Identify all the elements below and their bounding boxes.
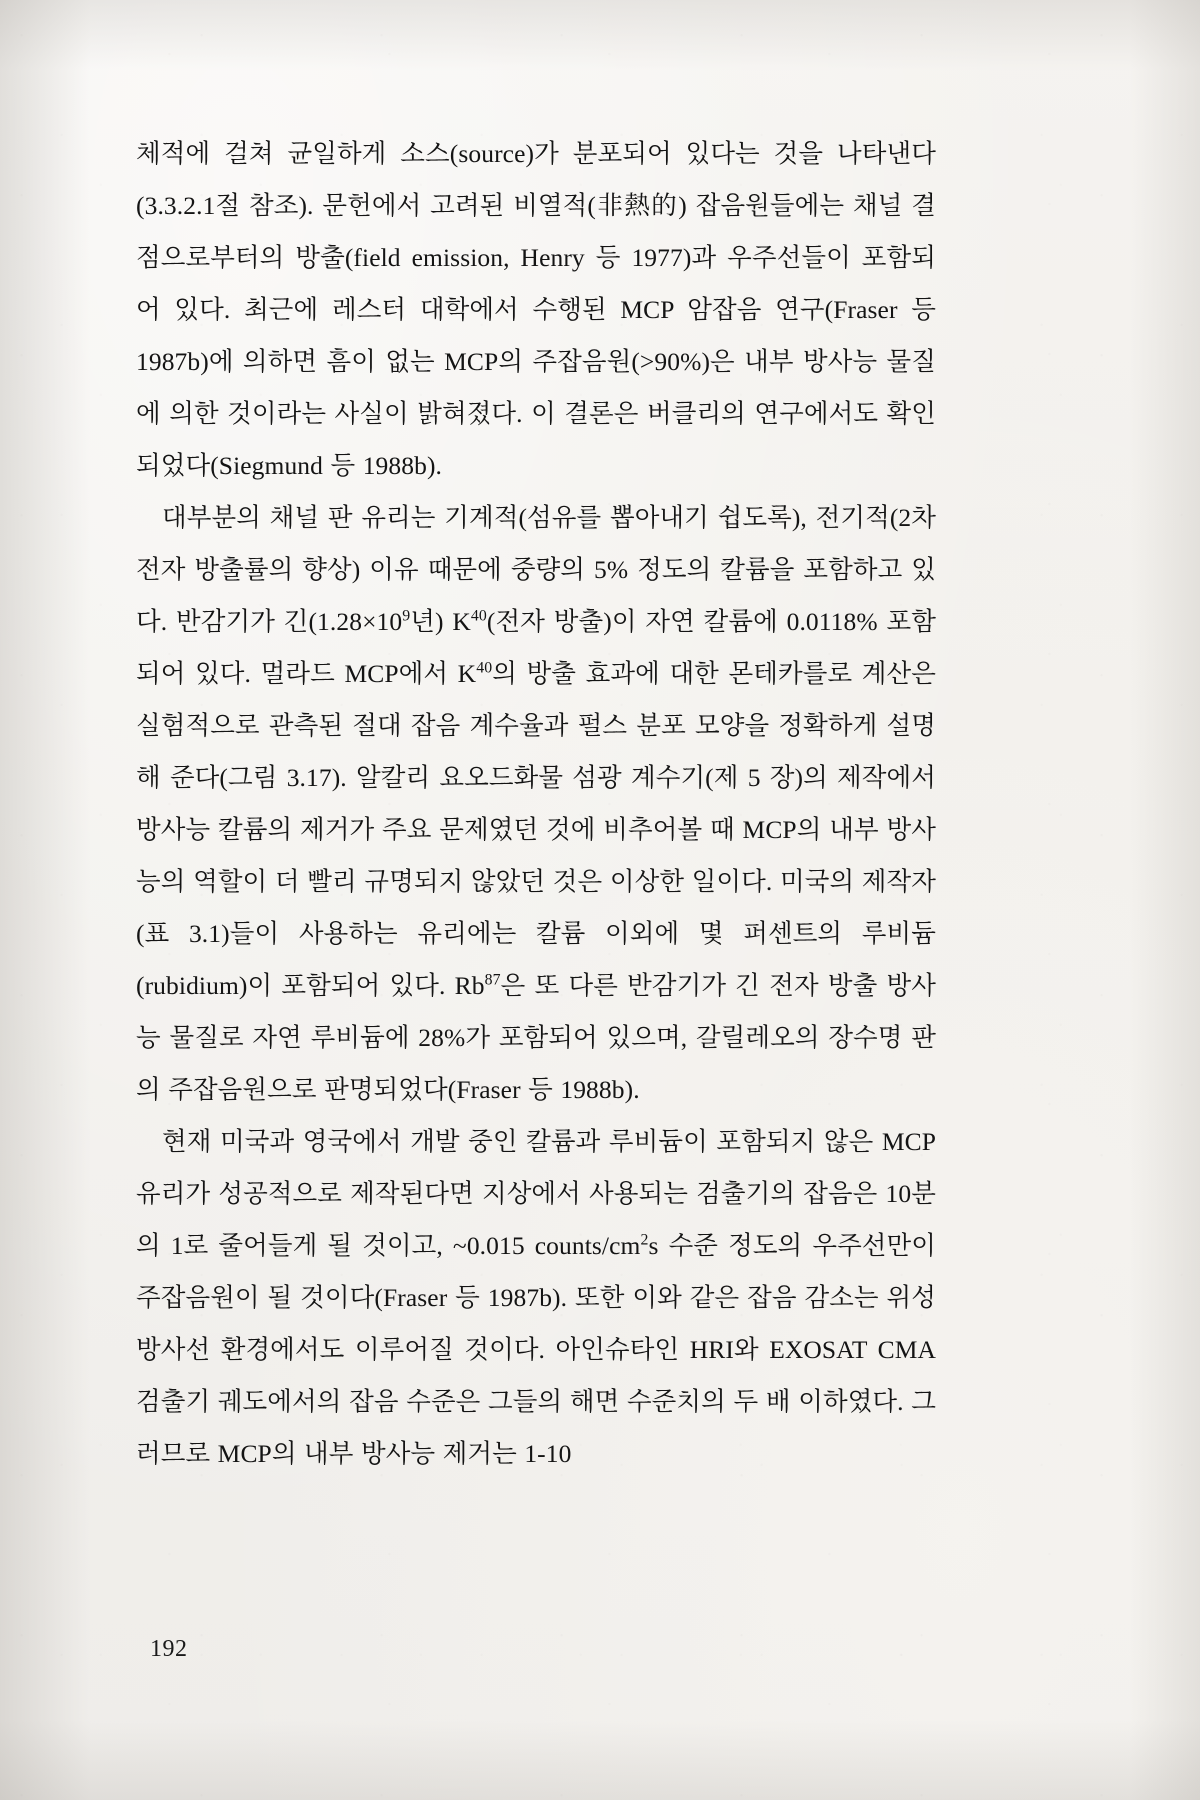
body-text-block xyxy=(136,128,936,1480)
page-edge-shading-right xyxy=(1130,0,1200,1800)
page-number: 192 xyxy=(150,1636,188,1662)
paragraph-3: 현재 미국과 영국에서 개발 중인 칼륨과 루비듐이 포함되지 않은 MCP 유리가 성공적으로 제작된다면 지상에서 사용되는 검출기의 잡음은 10분의 1로 줄어들게 될 것이고, ~0.015 counts/$cm^2s$ 수준 정도의 우주선만이 주잡음원이 될 것이다(Fraser 등 1987b). 또한 이와 같은 잡음 감소는 위성 방사선 환경에서도 이루어질 것이다. 아인슈타인 HRI와 EXOSAT CMA 검출기 궤도에서의 잡음 수준은 그들의 해면 수준치의 두 배 이하였다. 그러므로 MCP의 내부 방사능 제거는 1-10 xyxy=(136,1127,937,1468)
page-edge-shading-bottom xyxy=(0,1720,1200,1800)
page-edge-shading-left xyxy=(0,0,90,1800)
page-edge-shading-top xyxy=(0,0,1200,70)
paragraph-2: 대부분의 채널 판 유리는 기계적(섬유를 뽑아내기 쉽도록), 전기적(2차 전자 방출률의 향상) 이유 때문에 중량의 5% 정도의 칼륨을 포함하고 있다. 반감기가 긴($1.28\times 10^9$년) $K^{40}$(전자 방출)이 자연 칼륨에 0.0118% 포함되어 있다. 멀라드 MCP에서 $K^{40}$의 방출 효과에 대한 몬테카를로 계산은 실험적으로 관측된 절대 잡음 계수율과 펄스 분포 모양을 정확하게 설명해 준다(그림 3.17). 알칼리 요오드화물 섬광 계수기(제 5 장)의 제작에서 방사능 칼륨의 제거가 주요 문제였던 것에 비추어볼 때 MCP의 내부 방사능의 역할이 더 빨리 규명되지 않았던 것은 이상한 일이다. 미국의 제작자(표 3.1)들이 사용하는 유리에는 칼륨 이외에 몇 퍼센트의 루비듐(rubidium)이 포함되어 있다. Rb$^{87}$은 또 다른 반감기가 긴 전자 방출 방사능 물질로 자연 루비듐에 28%가 포함되어 있으며, 갈릴레오의 장수명 판의 주잡음원으로 판명되었다(Fraser 등 1988b). xyxy=(136,503,937,1104)
paragraph-1: 체적에 걸쳐 균일하게 소스(source)가 분포되어 있다는 것을 나타낸다(3.3.2.1절 참조). 문헌에서 고려된 비열적(非熱的) 잡음원들에는 채널 결점으로부터의 방출(field emission, Henry 등 1977)과 우주선들이 포함되어 있다. 최근에 레스터 대학에서 수행된 MCP 암잡음 연구(Fraser 등 1987b)에 의하면 흠이 없는 MCP의 주잡음원(>90%)은 내부 방사능 물질에 의한 것이라는 사실이 밝혀졌다. 이 결론은 버클리의 연구에서도 확인되었다(Siegmund 등 1988b). xyxy=(136,139,936,480)
